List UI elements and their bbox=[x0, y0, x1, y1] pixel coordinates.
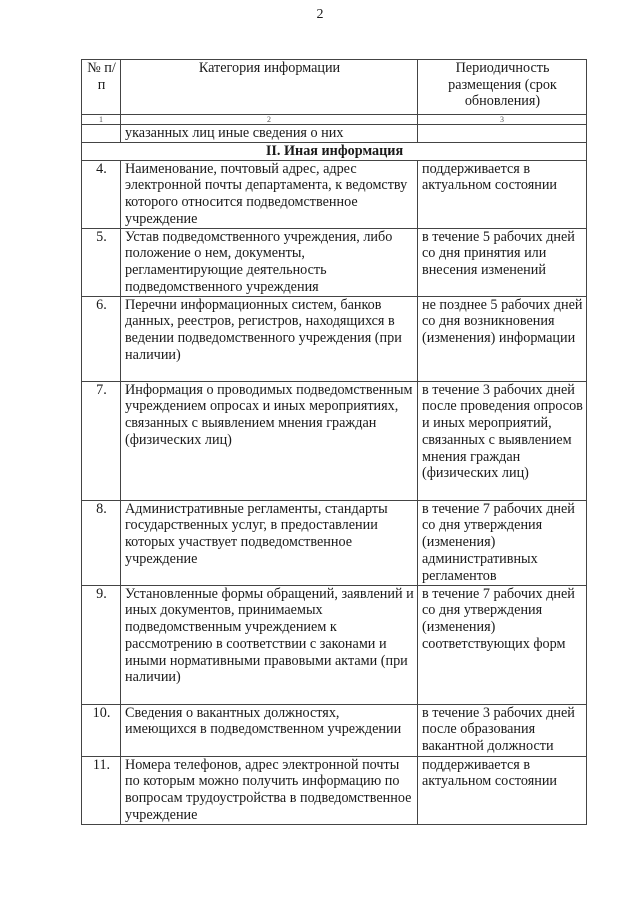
row-category: Информация о проводимых подведомственным учреждением опросах и иных мероприятиях, связанных с выявлением мнения граждан (физических лиц) bbox=[121, 381, 418, 500]
row-periodicity: не позднее 5 рабочих дней со дня возникновения (изменения) информации bbox=[418, 296, 587, 381]
row-number: 10. bbox=[82, 704, 121, 756]
row-periodicity: поддерживается в актуальном состоянии bbox=[418, 756, 587, 824]
table-row bbox=[82, 704, 587, 756]
column-index: 2 bbox=[121, 115, 418, 125]
row-number: 4. bbox=[82, 160, 121, 228]
row-number: 5. bbox=[82, 228, 121, 296]
row-periodicity: в течение 7 рабочих дней со дня утверждения (изменения) соответствующих форм bbox=[418, 585, 587, 704]
page-number: 2 bbox=[316, 7, 324, 22]
section-title: II. Иная информация bbox=[82, 143, 587, 161]
column-index-row bbox=[82, 115, 587, 125]
table-row bbox=[82, 756, 587, 824]
table-row bbox=[82, 296, 587, 381]
row-periodicity: в течение 5 рабочих дней со дня принятия или внесения изменений bbox=[418, 228, 587, 296]
row-category: Наименование, почтовый адрес, адрес электронной почты департамента, к ведомству которого относится подведомственное учреждение bbox=[121, 160, 418, 228]
row-number: 11. bbox=[82, 756, 121, 824]
row-periodicity: в течение 3 рабочих дней после образования вакантной должности bbox=[418, 704, 587, 756]
continuation-row bbox=[82, 125, 587, 143]
table-row bbox=[82, 228, 587, 296]
table-row bbox=[82, 500, 587, 585]
row-periodicity: в течение 7 рабочих дней со дня утверждения (изменения) административных регламентов bbox=[418, 500, 587, 585]
row-category: Сведения о вакантных должностях, имеющихся в подведомственном учреждении bbox=[121, 704, 418, 756]
row-category: Устав подведомственного учреждения, либо положение о нем, документы, регламентирующие деятельность подведомственного учреждения bbox=[121, 228, 418, 296]
continuation-text: указанных лиц иные сведения о них bbox=[121, 125, 418, 143]
table-header-row bbox=[82, 60, 587, 115]
row-number: 8. bbox=[82, 500, 121, 585]
row-category: Перечни информационных систем, банков данных, реестров, регистров, находящихся в ведении подведомственного учреждения (при наличии) bbox=[121, 296, 418, 381]
row-number: 7. bbox=[82, 381, 121, 500]
information-table bbox=[81, 59, 587, 825]
row-category: Административные регламенты, стандарты государственных услуг, в предоставлении которых участвует подведомственное учреждение bbox=[121, 500, 418, 585]
header-category: Категория информации bbox=[121, 60, 418, 115]
column-index: 1 bbox=[82, 115, 121, 125]
row-periodicity: поддерживается в актуальном состоянии bbox=[418, 160, 587, 228]
header-num: № п/п bbox=[82, 60, 121, 115]
table-row bbox=[82, 585, 587, 704]
row-periodicity: в течение 3 рабочих дней после проведения опросов и иных мероприятий, связанных с выявлением мнения граждан (физических лиц) bbox=[418, 381, 587, 500]
row-category: Установленные формы обращений, заявлений и иных документов, принимаемых подведомственным учреждением к рассмотрению в соответствии с законами и иными нормативными правовыми актами (при наличии) bbox=[121, 585, 418, 704]
header-periodicity: Периодичность размещения (срок обновления) bbox=[418, 60, 587, 115]
table-row bbox=[82, 160, 587, 228]
column-index: 3 bbox=[418, 115, 587, 125]
row-category: Номера телефонов, адрес электронной почты по которым можно получить информацию по вопросам трудоустройства в подведомственное учреждение bbox=[121, 756, 418, 824]
row-number: 9. bbox=[82, 585, 121, 704]
table-row bbox=[82, 381, 587, 500]
row-number: 6. bbox=[82, 296, 121, 381]
section-row bbox=[82, 143, 587, 161]
